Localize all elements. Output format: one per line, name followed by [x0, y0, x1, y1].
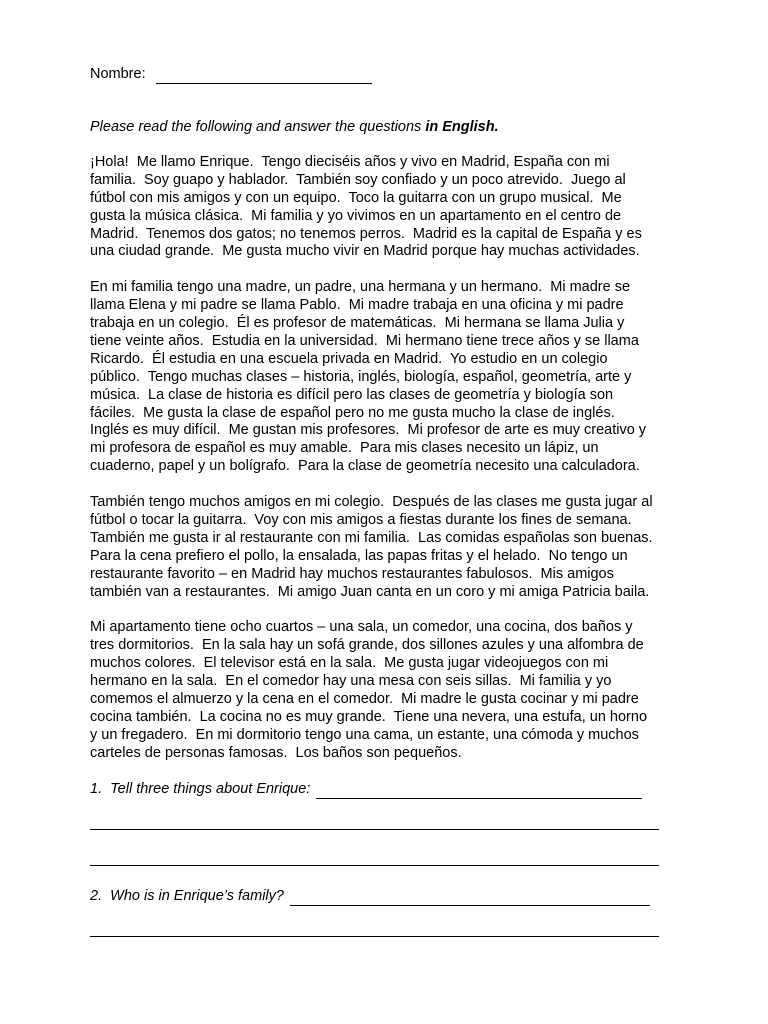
- question-2-answer-line-2[interactable]: [90, 936, 659, 937]
- paragraph-line: tres dormitorios. En la sala hay un sofá grande, dos sillones azules y una alfombra de: [90, 637, 644, 654]
- question-1: [90, 779, 642, 799]
- paragraph-line: fáciles. Me gusta la clase de español pero no me gusta mucho la clase de inglés.: [90, 404, 615, 421]
- paragraph-line: familia. Soy guapo y hablador. También soy confiado y un poco atrevido. Juego al: [90, 171, 626, 188]
- paragraph-line: carteles de personas famosas. Los baños son pequeños.: [90, 744, 462, 761]
- question-1-label: 1. Tell three things about Enrique:: [90, 781, 311, 797]
- paragraph-line: En mi familia tengo una madre, un padre, una hermana y un hermano. Mi madre se: [90, 279, 631, 296]
- paragraph-line: muchos colores. El televisor está en la sala. Me gusta jugar videojuegos con mi: [90, 655, 609, 672]
- paragraph-line: gusta la música clásica. Mi familia y yo vivimos en un apartamento en el centro de: [90, 207, 622, 224]
- paragraph-line: cuaderno, papel y un bolígrafo. Para la clase de geometría necesito una calculadora.: [90, 458, 640, 475]
- paragraph-line: público. Tengo muchas clases – historia, inglés, biología, español, geometría, arte y: [90, 368, 632, 385]
- paragraph-line: restaurante favorito – en Madrid hay muchos restaurantes fabulosos. Mis amigos: [90, 565, 614, 582]
- question-2-label: 2. Who is in Enrique’s family?: [90, 888, 284, 904]
- paragraph-line: música. La clase de historia es difícil pero las clases de geometría y biología son: [90, 386, 614, 403]
- paragraph-line: Para la cena prefiero el pollo, la ensalada, las papas fritas y el helado. No tengo un: [90, 547, 628, 564]
- paragraph-line: trabaja en un colegio. Él es profesor de matemáticas. Mi hermana se llama Julia y: [90, 315, 625, 332]
- question-2: [90, 886, 650, 906]
- paragraph-line: hermano en la sala. En el comedor hay una mesa con seis sillas. Mi familia y yo: [90, 673, 612, 690]
- paragraph-line: comemos el almuerzo y la cena en el comedor. Mi madre le gusta cocinar y mi padre: [90, 691, 639, 708]
- worksheet-page: [90, 64, 690, 904]
- paragraph-line: cocina también. La cocina no es muy grande. Tiene una nevera, una estufa, un horno: [90, 708, 648, 725]
- paragraph-2: [90, 279, 690, 476]
- instructions-text: Please read the following and answer the questions: [90, 119, 426, 135]
- question-1-answer-inline[interactable]: [316, 783, 642, 799]
- paragraph-line: llama Elena y mi padre se llama Pablo. Mi madre trabaja en una oficina y mi padre: [90, 297, 624, 314]
- paragraph-line: ¡Hola! Me llamo Enrique. Tengo dieciséis años y vivo en Madrid, España con mi: [90, 153, 610, 170]
- name-row: [90, 64, 690, 84]
- paragraph-line: también van a restaurantes. Mi amigo Juan canta en un coro y mi amiga Patricia baila.: [90, 583, 650, 600]
- paragraph-line: mi profesora de español es muy amable. Para mis clases necesito un lápiz, un: [90, 440, 599, 457]
- paragraph-1: [90, 154, 690, 261]
- paragraph-line: fútbol con mis amigos y con un equipo. Toco la guitarra con un grupo musical. Me: [90, 189, 622, 206]
- paragraph-4: [90, 619, 690, 762]
- paragraph-line: una ciudad grande. Me gusta mucho vivir en Madrid porque hay muchas actividades.: [90, 243, 640, 260]
- paragraph-line: Inglés es muy difícil. Me gustan mis profesores. Mi profesor de arte es muy creativo y: [90, 422, 647, 439]
- reading-passage: [90, 154, 690, 763]
- question-2-answer-inline[interactable]: [290, 890, 650, 906]
- paragraph-line: fútbol o tocar la guitarra. Voy con mis amigos a fiestas durante los fines de semana.: [90, 511, 632, 528]
- question-1-answer-line-2[interactable]: [90, 829, 659, 830]
- paragraph-line: Ricardo. Él estudia en una escuela privada en Madrid. Yo estudio en un colegio: [90, 350, 608, 367]
- paragraph-line: Madrid. Tenemos dos gatos; no tenemos perros. Madrid es la capital de España y es: [90, 225, 642, 242]
- paragraph-line: Mi apartamento tiene ocho cuartos – una sala, un comedor, una cocina, dos baños y: [90, 619, 633, 636]
- name-blank[interactable]: [156, 68, 372, 84]
- paragraph-3: [90, 494, 690, 601]
- name-label: Nombre:: [90, 66, 146, 82]
- instructions: [90, 118, 690, 136]
- paragraph-line: y un fregadero. En mi dormitorio tengo una cama, un estante, una cómoda y muchos: [90, 726, 639, 743]
- paragraph-line: tiene veinte años. Estudia en la universidad. Mi hermano tiene trece años y se llama: [90, 332, 639, 349]
- paragraph-line: También me gusta ir al restaurante con mi familia. Las comidas españolas son buenas.: [90, 529, 653, 546]
- question-1-answer-line-3[interactable]: [90, 865, 659, 866]
- paragraph-line: También tengo muchos amigos en mi colegio. Después de las clases me gusta jugar al: [90, 494, 653, 511]
- instructions-emphasis: in English.: [425, 119, 499, 135]
